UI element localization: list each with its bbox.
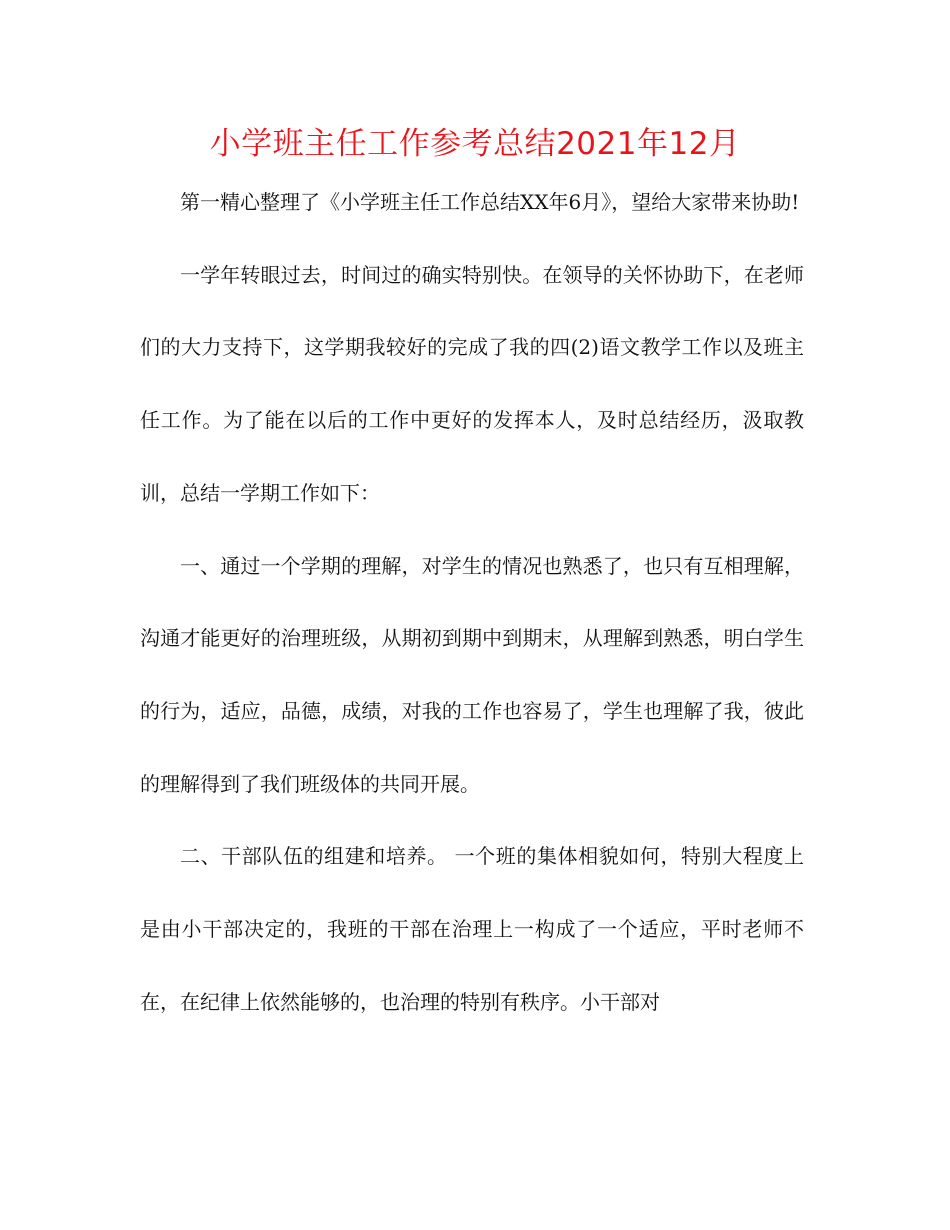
paragraph-section-two: 二、干部队伍的组建和培养。 一个班的集体相貌如何，特别大程度上是由小干部决定的，我班的干部在治理上一构成了一个适应，平时老师不在，在纪律上依然能够的，也治理的特别有秩序。小干部对: [140, 844, 804, 1014]
document-title: 小学班主任工作参考总结2021年12月: [209, 126, 741, 162]
paragraph-overview: 一学年转眼过去，时间过的确实特别快。在领导的关怀协助下，在老师们的大力支持下，这学期我较好的完成了我的四(2)语文教学工作以及班主任工作。为了能在以后的工作中更好的发挥本人，及时总结经历，汲取教训，总结一学期工作如下：: [140, 262, 804, 505]
paragraph-section-one: 一、通过一个学期的理解，对学生的情况也熟悉了，也只有互相理解，沟通才能更好的治理班级，从期初到期中到期末，从理解到熟悉，明白学生的行为，适应，品德，成绩，对我的工作也容易了，学生也理解了我，彼此的理解得到了我们班级体的共同开展。: [140, 553, 804, 796]
paragraph-intro: 第一精心整理了《小学班主任工作总结XX年6月》，望给大家带来协助!: [180, 190, 800, 214]
document-body: [140, 166, 804, 1038]
